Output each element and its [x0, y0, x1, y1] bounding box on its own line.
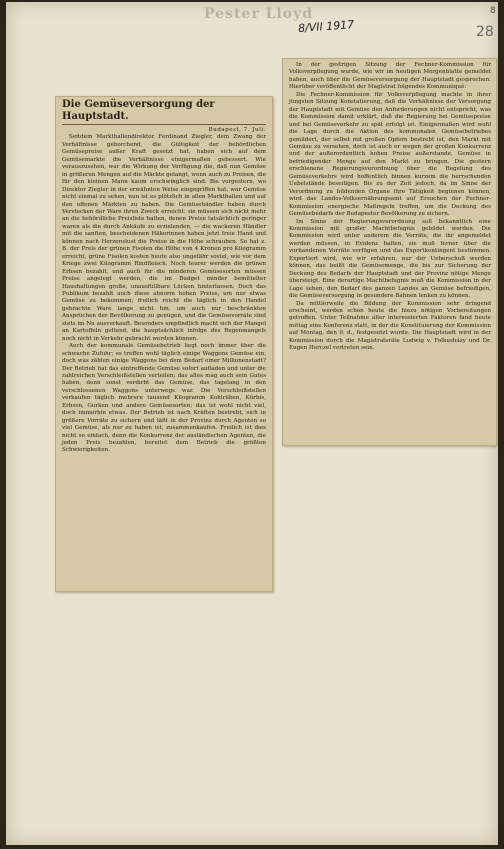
newspaper-clipping-left	[55, 96, 273, 592]
article-dateline: Budapest, 7. Juli.	[208, 127, 266, 133]
article-paragraph: Im Sinne der Regierungsverordnung soll bekanntlich eine Kommission mit großer Machtbefugnis gebildet werden. Die Kommission wird unter anderem die Vorräte, die ihr angemeldet werden müssen, in Evidenz halten, sie muß ferner über die vorhandenen Vorräte verfügen und das Exportkontingent bestimmen. Exportiert wird, wie wir erfahren, nur der Ueberschuß werden können, das heißt die Gemüsemenge, die bis zur Sicherung der Deckung des Bedarfs der Hauptstadt und der Provinz nötige Menge übersteigt. Eine derartige Machtbefugnis muß die Kommission in der Lage sehen, den Bedarf des ganzen Landes an Gemüse befriedigen, die Gemüseversorgung in gesundere Bahnen lenken zu können.	[289, 218, 491, 300]
article-paragraph: Auch der kommunale Gemüsebetrieb liegt noch immer über die schwache Zufuhr; es treffen wohl täglich einige Waggons Gemüse ein, doch was zählen einige Waggons bei dem Bedarf einer Millionenstadt? Der Betrieb hat das eintreffende Gemüse sofort aufladen und unter die zahlreichen Verschleißstellen verteilen; das alles mag auch sein Gutes haben, denn sonst verdirbt das Gemüse, das tagelang in den verschlossenen Waggons unterwegs war. Die Verschleißstellen verkaufen täglich mehrere tausend Kilogramm Kohlrüben, Kürbis, Erbsen, Gurken und andere Gemüsesorten; das ist wohl nicht viel, doch immerhin etwas. Der Betrieb ist nach Kräften bestrebt, sich in größere Vorräte zu sichern und läßt in der Provinz durch Agenten so viel Gemüse, als nur zu haben ist, zusammenkaufen. Freilich ist dies nicht so einfach, denn die Konkurrenz der ausländischen Agenten, die jeden Preis bezahlen, bereitet dem Betrieb die größten Schwierigkeiten.	[62, 343, 266, 454]
archive-page	[6, 2, 498, 845]
article-paragraph: In der gestrigen Sitzung der Fechner-Kommission für Volksverpflegung wurde, wie wir im heutigen Morgenblatte gemeldet haben, auch über die Gemüseversorgung der Hauptstadt gesprochen. Hierüber veröffentlicht der Magistrat folgendes Kommuniqué:	[289, 62, 491, 91]
corner-mark: 8	[490, 6, 496, 16]
article-paragraph: Seitdem Markthallendirektor Ferdinand Ziegler, dem Zwang der Verhältnisse gehorchend, die Gültigkeit der behördlichen Gemüsepreise außer Kraft gesetzt hat, haben sich auf dem Gemüsemarkte die Verhältnisse einigermaßen gebessert. Wie vorauszusehen, war die Wirkung der Verfügung die, daß nun Gemüse in größeren Mengen auf die Märkte gelangt, wenn auch zu Preisen, die für den kleinen Mann kaum erschwinglich sind. Bis vorgestern, wo Direktor Ziegler in der erwähnten Weise eingegriffen hat, war Gemüse nicht einmal zu sehen, nun ist es plötzlich in allen Markthallen und auf den offenen Märkten zu haben. Die Gemüsehändler haben durch Verstecken der Ware ihren Zweck erreicht: sie müssen sich nicht mehr an die behördliche Preisliste halten, denen Preise tatsächlich geringer waren als die durch Ankäufe zu erzielenden, — die wackeren Händler mit die sanften, bescheidenen Häkerinnen haben jetzt freie Hand und können nach Herzenslust die Preise in die Höhe schrauben. So hat z. B. der Preis der grünen Fisolen die Höhe von 4 Kronen pro Kilogramm erreicht, grüne Fisolen kosten heute also ungefähr soviel, wie vor dem Kriege zwei Kilogramm Rindfleisch. Noch teurer werden die grünen Erbsen bezahlt, und auch für die minderen Gemüsesorten müssen Preise angelegt werden, die im Budget minder bemittelter Haushaltungen große, unausfüllbare Lücken hinterlassen. Doch das Publikum bezahlt auch diese abnorm hohen Preise, um nur etwas Gemüse zu bekommen; freilich reicht die täglich in den Handel gebrachte Ware lange nicht hin, um auch nur beschränkten Ansprüchen der Bevölkerung zu genügen, und die Gemüsevorräte sind stets im Nu ausverkauft. Besonders empfindlich macht sich der Mangel an Kartoffeln geltend, die hauptsächlich infolge des Regenmangels noch nicht in Verkehr gebracht werden können.	[62, 134, 266, 342]
article-paragraph: Die Fechner-Kommission für Volksverpflegung machte in ihrer jüngsten Sitzung Konstatierung, daß die Verhältnisse der Versorgung der Hauptstadt mit Gemüse den Anforderungen nicht entspricht, was die Kommission damit erklärt, daß die Regierung bei Gemüsepreise und bei Gemüseverkehr zu spät erfolgt ist. Einigermaßen wird wohl die Lage durch die Aktion des kommunalen Gemüsebetriebes gemildert, der selbst mit großen Opfern bestrebt ist, den Markt mit Gemüse zu versehen, doch ist auch er wegen der großen Konkurrenz und der außerordentlich hohen Preise außerstande, Gemüse in befriedigender Menge auf den Markt zu bringen. Die gestern erschienene Regierungsverordnung über die Regelung des Gemüseverkehrs wird hoffentlich binnen kurzem die herrschenden Uebelstände beseitigen. Bis zu der Zeit jedoch, da im Sinne der Verordnung zu bildenden Organe ihre Tätigkeit beginnen können, wird das Landes-Volksernährungsamt auf Ersuchen der Fechner-Kommission energische Maßregeln treffen, um die Deckung des Gemüsebedarfs der Budapester Bevölkerung zu sichern.	[289, 91, 491, 218]
article-headline: Die Gemüseversorgung der Hauptstadt.	[62, 99, 266, 125]
page-number: 28	[476, 24, 494, 40]
masthead: Pester Lloyd	[204, 6, 313, 22]
handwritten-date: 8/VII 1917	[297, 18, 355, 35]
article-paragraph: Da mittlerweile die Bildung der Kommission sehr dringend erscheint, werden schon heute die hiezu nötigen Vorbereitungen getroffen. Unter Teilnahme aller interessierten Faktoren fand heute mittag eine Konferenz statt, in der die Konstituierung der Kommission auf Montag, den 9. d., festgesetzt wurde. Die Hauptstadt wird in der Kommission durch die Magistratsräte Ludwig v. Folkusházy und Dr. Eugen Herczel vertreten sein.	[289, 300, 491, 352]
newspaper-clipping-right	[282, 58, 497, 446]
